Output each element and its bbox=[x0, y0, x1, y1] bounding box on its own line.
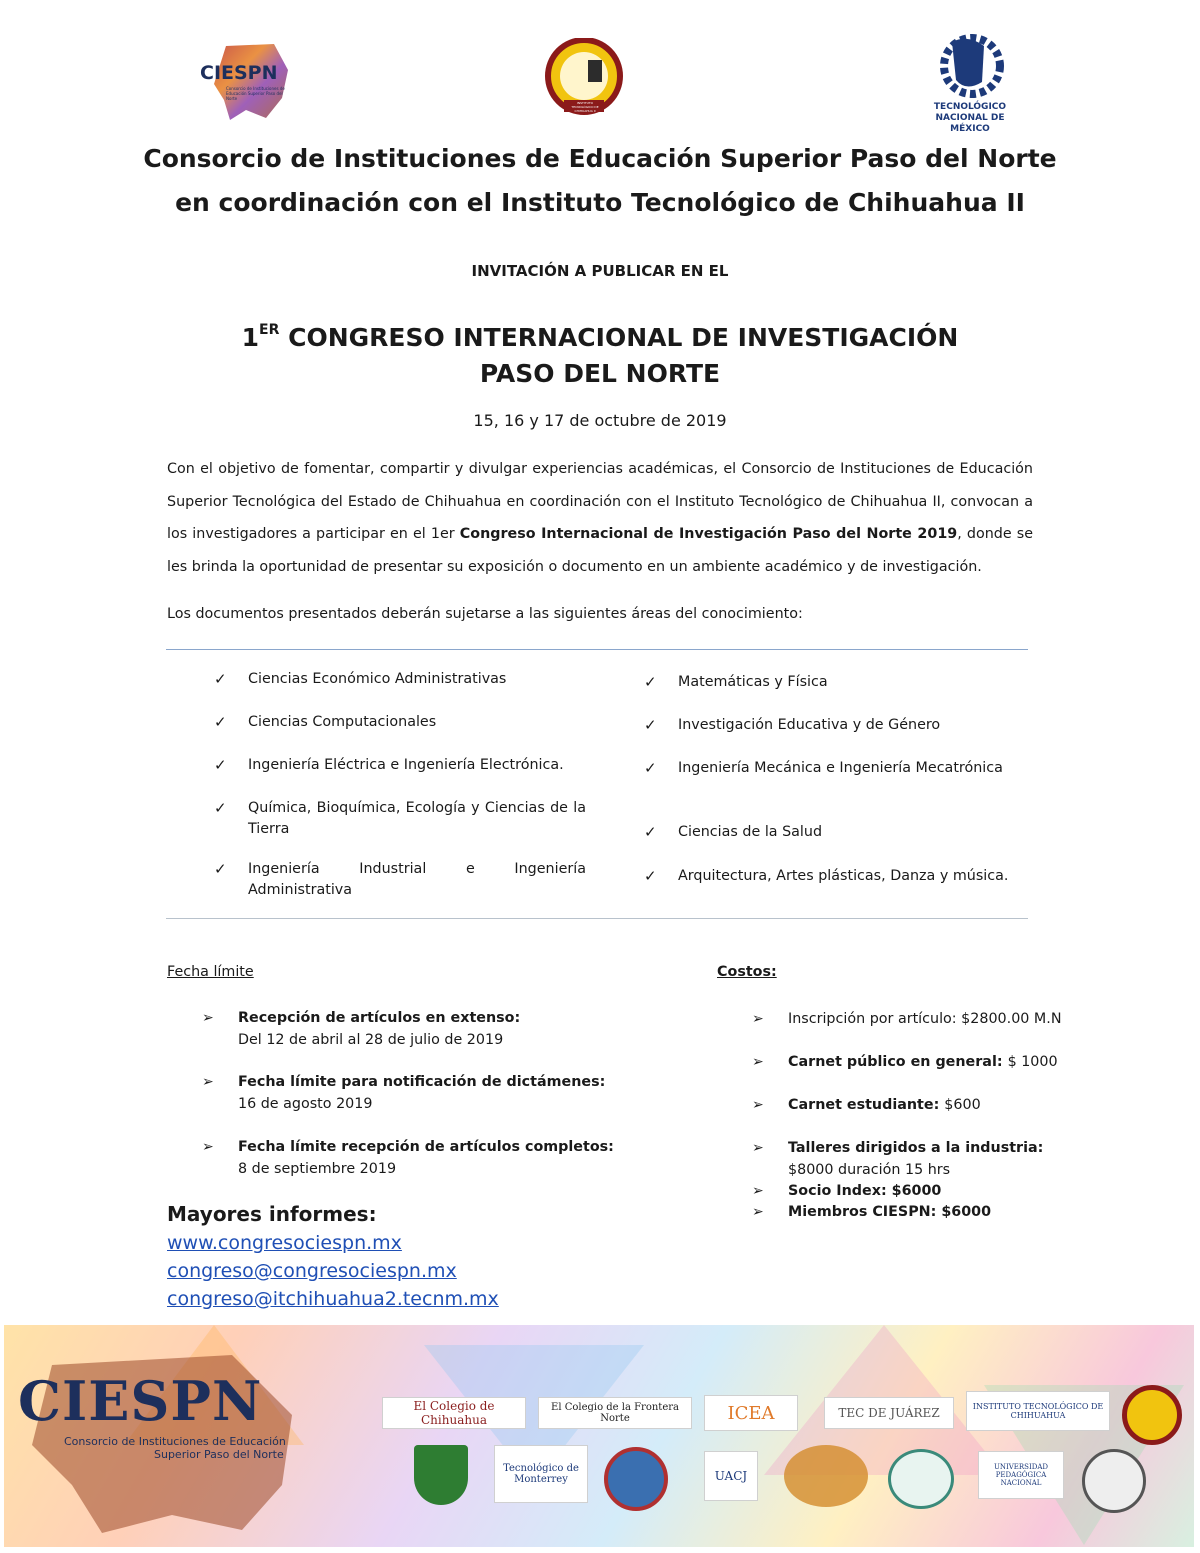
area-item: ✓ Química, Bioquímica, Ecología y Ciencias de la Tierra bbox=[214, 799, 586, 837]
cost-item: ➢ Socio Index: $6000 bbox=[788, 1180, 941, 1202]
tecnm-logo-text: TECNOLÓGICO NACIONAL DE MÉXICO bbox=[933, 102, 1007, 134]
arrow-bullet-icon: ➢ bbox=[752, 1097, 764, 1113]
college-seal-icon bbox=[1082, 1449, 1146, 1513]
arrow-bullet-icon: ➢ bbox=[752, 1054, 764, 1070]
cost-item: ➢ Inscripción por artículo: $2800.00 M.N bbox=[788, 1008, 1062, 1030]
cost-item: ➢ Carnet público en general: $ 1000 bbox=[788, 1051, 1058, 1073]
divider-top bbox=[166, 649, 1028, 650]
arrow-bullet-icon: ➢ bbox=[752, 1011, 764, 1027]
invitation-label: INVITACIÓN A PUBLICAR EN EL bbox=[471, 262, 729, 280]
check-icon: ✓ bbox=[644, 823, 657, 841]
upn-logo: UNIVERSIDAD PEDAGÓGICA NACIONAL bbox=[978, 1451, 1064, 1499]
check-icon: ✓ bbox=[214, 799, 227, 817]
itch-seal-icon bbox=[1122, 1385, 1182, 1445]
check-icon: ✓ bbox=[214, 756, 227, 774]
area-item: ✓ Matemáticas y Física bbox=[644, 673, 828, 691]
congress-name: CONGRESO INTERNACIONAL DE INVESTIGACIÓN bbox=[279, 323, 959, 352]
arrow-bullet-icon: ➢ bbox=[202, 1139, 214, 1155]
institution-seal-icon bbox=[888, 1449, 954, 1509]
intro-text-start: Con el objetivo de fomentar, compartir y divulgar experiencias académicas, el Consorcio de Instituciones de Educación Superior Tecnológica del Estado de Chihuahua en coordinación con el Instituto Tecnológico de Chihuahua II, convocan a los investigadores a participar en el 1er bbox=[167, 461, 1033, 542]
check-icon: ✓ bbox=[214, 713, 227, 731]
area-item: ✓ Ciencias Económico Administrativas bbox=[214, 670, 507, 688]
check-icon: ✓ bbox=[644, 716, 657, 734]
website-link[interactable]: www.congresociespn.mx bbox=[167, 1232, 402, 1254]
congress-title-line2: PASO DEL NORTE bbox=[479, 359, 721, 388]
uacj-logo: UACJ bbox=[704, 1451, 758, 1501]
university-seal-icon bbox=[604, 1447, 668, 1511]
intro-text-end: , donde se les brinda la oportunidad de presentar su exposición o documento en un ambiente académico y de investigación. bbox=[167, 526, 1033, 575]
deadlines-heading: Fecha límite bbox=[167, 964, 254, 980]
check-icon: ✓ bbox=[644, 759, 657, 777]
areas-intro: Los documentos presentados deberán sujetarse a las siguientes áreas del conocimiento: bbox=[167, 606, 803, 622]
banner-ciespn-subtitle: Consorcio de Instituciones de Educación Superior Paso del Norte bbox=[64, 1435, 286, 1461]
icea-logo: ICEA bbox=[704, 1395, 798, 1431]
colegio-frontera-logo: El Colegio de la Frontera Norte bbox=[538, 1397, 692, 1429]
check-icon: ✓ bbox=[644, 673, 657, 691]
school-shield-icon bbox=[414, 1445, 468, 1505]
tec-monterrey-logo: Tecnológico de Monterrey bbox=[494, 1445, 588, 1503]
header-title-line1: Consorcio de Instituciones de Educación Superior Paso del Norte bbox=[143, 144, 1057, 173]
email-link-congreso[interactable]: congreso@congresociespn.mx bbox=[167, 1260, 457, 1282]
ciespn-logo-text: CIESPN bbox=[200, 62, 278, 84]
area-item: ✓ Ingeniería Industrial e Ingeniería Administrativa bbox=[214, 860, 586, 898]
deadline-item: ➢ Fecha límite para notificación de dictámenes: 16 de agosto 2019 bbox=[238, 1071, 605, 1115]
tec-juarez-logo: TEC DE JUÁREZ bbox=[824, 1397, 954, 1429]
cost-item: ➢ Miembros CIESPN: $6000 bbox=[788, 1201, 991, 1223]
area-item: ✓ Arquitectura, Artes plásticas, Danza y música. bbox=[644, 867, 1009, 885]
cost-item: ➢ Talleres dirigidos a la industria: $8000 duración 15 hrs bbox=[788, 1137, 1043, 1181]
itch-logo bbox=[538, 38, 630, 120]
upn-seal-icon bbox=[784, 1445, 868, 1507]
intro-paragraph bbox=[167, 453, 1033, 583]
area-item: ✓ Investigación Educativa y de Género bbox=[644, 716, 941, 734]
check-icon: ✓ bbox=[214, 860, 227, 878]
costs-heading: Costos: bbox=[717, 964, 777, 980]
arrow-bullet-icon: ➢ bbox=[202, 1074, 214, 1090]
congress-ordinal: ER bbox=[259, 322, 280, 338]
check-icon: ✓ bbox=[644, 867, 657, 885]
contact-heading: Mayores informes: bbox=[167, 1202, 377, 1226]
arrow-bullet-icon: ➢ bbox=[202, 1010, 214, 1026]
area-item: ✓ Ciencias Computacionales bbox=[214, 713, 437, 731]
email-link-itch[interactable]: congreso@itchihuahua2.tecnm.mx bbox=[167, 1288, 499, 1310]
tecnm-logo bbox=[918, 32, 1022, 134]
it-chihuahua-logo: INSTITUTO TECNOLÓGICO DE CHIHUAHUA bbox=[966, 1391, 1110, 1431]
banner-ciespn-title: CIESPN bbox=[18, 1369, 263, 1433]
itch-logo-text: INSTITUTO TECNOLÓGICO DE CHIHUAHUA II bbox=[571, 101, 599, 113]
ciespn-logo-sub: Consorcio de Instituciones de Educación Superior Paso del Norte bbox=[226, 86, 285, 101]
area-item: ✓ Ingeniería Eléctrica e Ingeniería Electrónica. bbox=[214, 756, 564, 774]
area-item: ✓ Ciencias de la Salud bbox=[644, 823, 823, 841]
congress-dates: 15, 16 y 17 de octubre de 2019 bbox=[473, 411, 727, 430]
deadline-item: ➢ Fecha límite recepción de artículos completos: 8 de septiembre 2019 bbox=[238, 1136, 614, 1180]
divider-bottom bbox=[166, 918, 1028, 919]
area-item: ✓ Ingeniería Mecánica e Ingeniería Mecatrónica bbox=[644, 759, 1003, 777]
cost-item: ➢ Carnet estudiante: $600 bbox=[788, 1094, 981, 1116]
header-title-line2: en coordinación con el Instituto Tecnológico de Chihuahua II bbox=[175, 188, 1025, 217]
congress-number: 1 bbox=[241, 323, 260, 352]
colegio-chihuahua-logo: El Colegio de Chihuahua bbox=[382, 1397, 526, 1429]
arrow-bullet-icon: ➢ bbox=[752, 1140, 764, 1156]
check-icon: ✓ bbox=[214, 670, 227, 688]
deadline-item: ➢ Recepción de artículos en extenso: Del 12 de abril al 28 de julio de 2019 bbox=[238, 1007, 520, 1051]
arrow-bullet-icon: ➢ bbox=[752, 1204, 764, 1220]
arrow-bullet-icon: ➢ bbox=[752, 1183, 764, 1199]
intro-text-bold: Congreso Internacional de Investigación Paso del Norte 2019 bbox=[459, 526, 958, 542]
sponsors-banner bbox=[4, 1325, 1194, 1547]
ciespn-logo bbox=[196, 40, 294, 122]
